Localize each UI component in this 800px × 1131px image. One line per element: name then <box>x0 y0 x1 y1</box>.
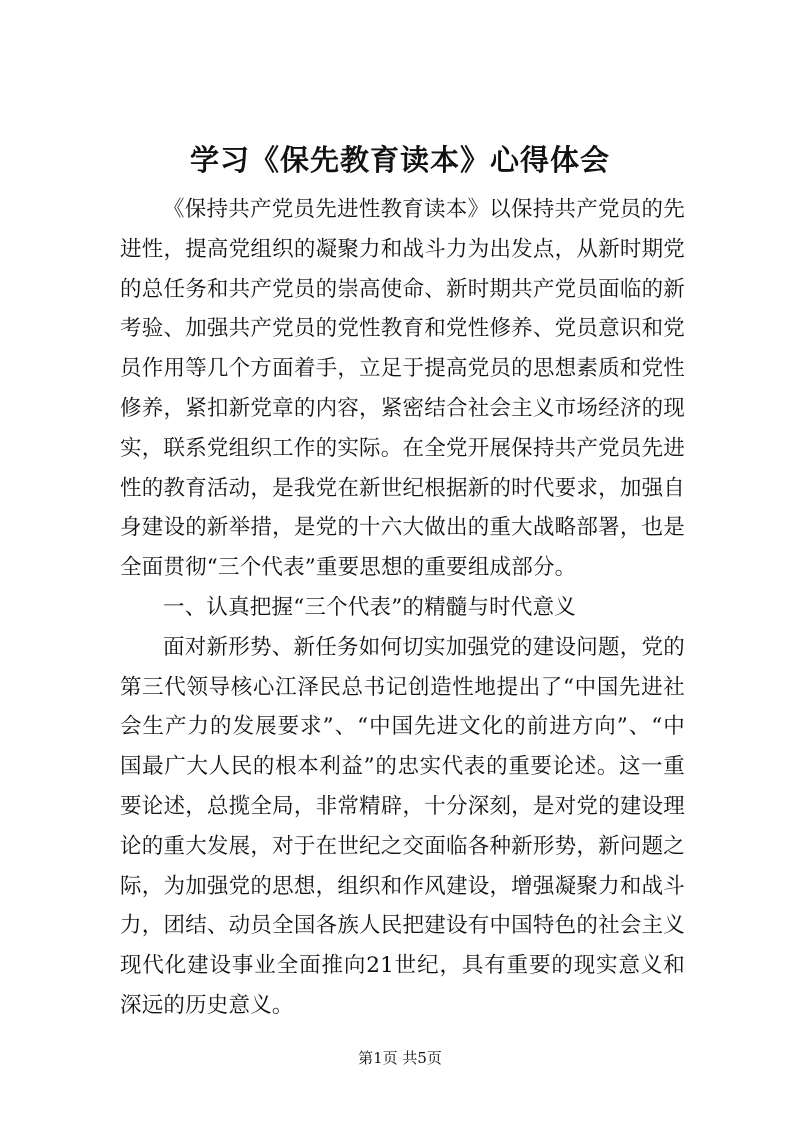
document-body <box>120 190 685 1026</box>
section-heading: 一、认真把握“三个代表”的精髓与时代意义 <box>163 594 576 620</box>
paragraph-intro: 《保持共产党员先进性教育读本》以保持共产党员的先进性，提高党组织的凝聚力和战斗力为出发点，从新时期党的总任务和共产党员的崇高使命、新时期共产党员面临的新考验、加强共产党员的党性教育和党性修养、党员意识和党员作用等几个方面着手，立足于提高党员的思想素质和党性修养，紧扣新党章的内容，紧密结合社会主义市场经济的现实，联系党组织工作的实际。在全党开展保持共产党员先进性的教育活动，是我党在新世纪根据新的时代要求，加强自身建设的新举措，是党的十六大做出的重大战略部署，也是全面贯彻“三个代表”重要思想的重要组成部分。 <box>120 197 685 581</box>
document-title: 学习《保先教育读本》心得体会 <box>189 143 610 177</box>
page-number-footer: 第1页 共5页 <box>358 1049 442 1067</box>
paragraph-section-one: 面对新形势、新任务如何切实加强党的建设问题，党的第三代领导核心江泽民总书记创造性地提出了“中国先进社会生产力的发展要求”、“中国先进文化的前进方向”、“中国最广大人民的根本利益”的忠实代表的重要论述。这一重要论述，总揽全局，非常精辟，十分深刻，是对党的建设理论的重大发展，对于在世纪之交面临各种新形势，新问题之际，为加强党的思想，组织和作风建设，增强凝聚力和战斗力，团结、动员全国各族人民把建设有中国特色的社会主义现代化建设事业全面推向21世纪，具有重要的现实意义和深远的历史意义。 <box>120 634 685 1018</box>
